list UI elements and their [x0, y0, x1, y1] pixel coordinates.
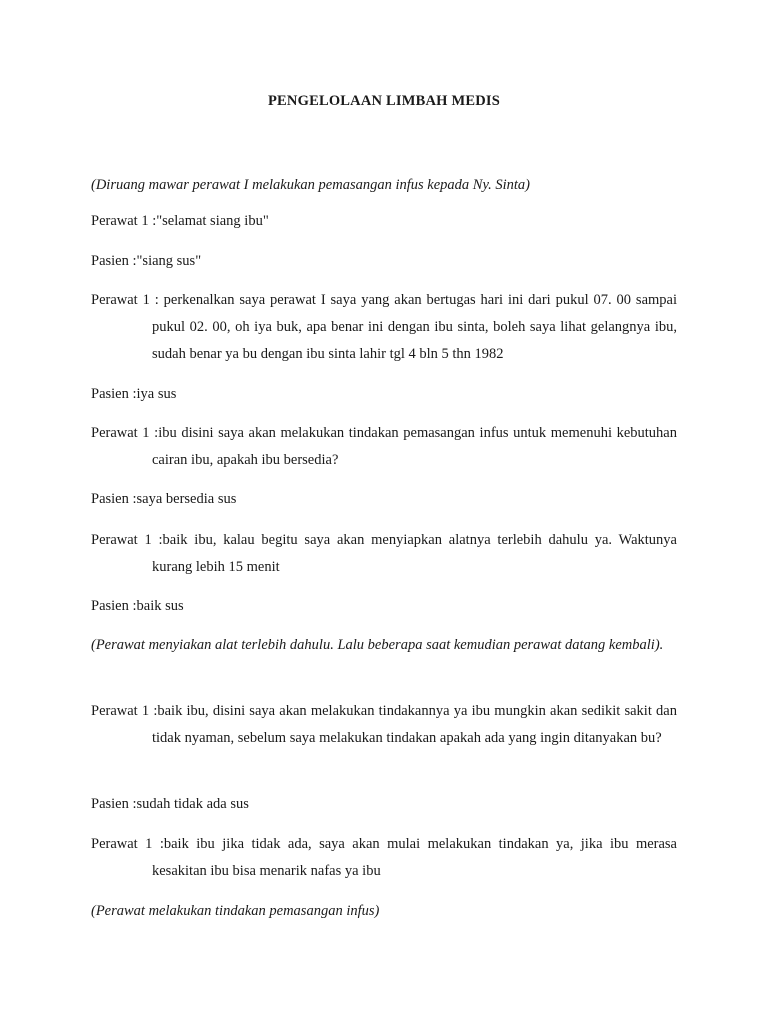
dialogue-line: Pasien :"siang sus" [91, 253, 202, 269]
dialogue-line: Pasien :iya sus [91, 386, 177, 402]
dialogue-line: Pasien :sudah tidak ada sus [91, 796, 249, 812]
stage-direction-opening: (Diruang mawar perawat I melakukan pemasangan infus kepada Ny. Sinta) [91, 177, 530, 193]
dialogue-line: Perawat 1 :baik ibu jika tidak ada, saya akan mulai melakukan tindakan ya, jika ibu merasa kesakitan ibu bisa menarik nafas ya ibu [91, 836, 677, 879]
dialogue-line: Pasien :saya bersedia sus [91, 491, 237, 507]
dialogue-line: Pasien :baik sus [91, 598, 184, 614]
stage-direction-closing: (Perawat melakukan tindakan pemasangan infus) [91, 903, 380, 919]
dialogue-line: Perawat 1 : perkenalkan saya perawat I saya yang akan bertugas hari ini dari pukul 07. 00 sampai pukul 02. 00, oh iya buk, apa benar ini dengan ibu sinta, boleh saya lihat gelangnya ibu, sudah benar ya bu dengan ibu sinta lahir tgl 4 bln 5 thn 1982 [91, 292, 677, 362]
dialogue-line: Perawat 1 :"selamat siang ibu" [91, 213, 269, 229]
dialogue-line: Perawat 1 :baik ibu, disini saya akan melakukan tindakannya ya ibu mungkin akan sedikit sakit dan tidak nyaman, sebelum saya melakukan tindakan apakah ada yang ingin ditanyakan bu? [91, 703, 677, 746]
document-title: PENGELOLAAN LIMBAH MEDIS [268, 93, 500, 109]
dialogue-line: Perawat 1 :baik ibu, kalau begitu saya akan menyiapkan alatnya terlebih dahulu ya. Waktunya kurang lebih 15 menit [91, 532, 677, 575]
dialogue-line: Perawat 1 :ibu disini saya akan melakukan tindakan pemasangan infus untuk memenuhi kebutuhan cairan ibu, apakah ibu bersedia? [91, 425, 677, 468]
stage-direction: (Perawat menyiakan alat terlebih dahulu. Lalu beberapa saat kemudian perawat datang kembali). [91, 637, 664, 653]
